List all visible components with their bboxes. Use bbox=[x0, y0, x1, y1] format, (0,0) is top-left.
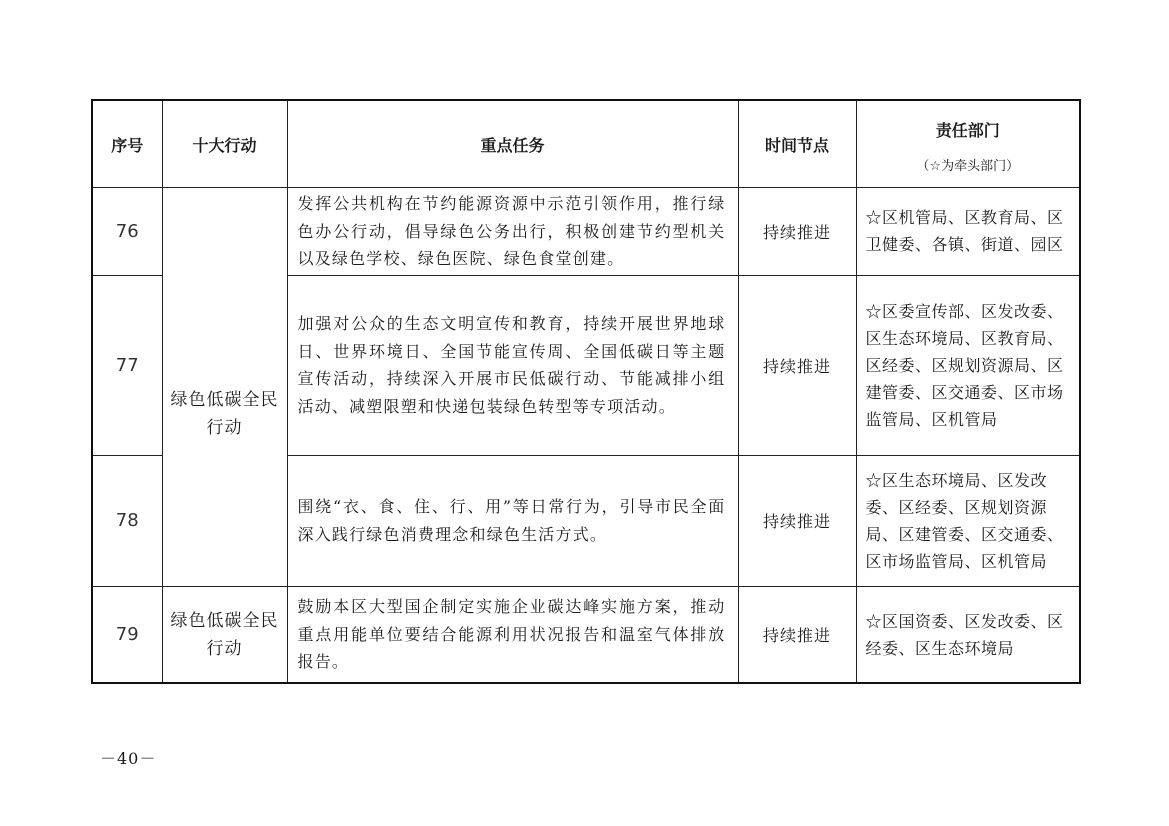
row-index: 78 bbox=[92, 455, 162, 586]
action-label: 绿色低碳全民行动 bbox=[170, 610, 279, 659]
time-cell: 持续推进 bbox=[738, 188, 856, 276]
table-header-row bbox=[92, 100, 1080, 188]
action-cell bbox=[162, 586, 287, 683]
time-cell: 持续推进 bbox=[738, 455, 856, 586]
department-cell: ☆区国资委、区发改委、区经委、区生态环境局 bbox=[856, 586, 1080, 683]
row-index: 79 bbox=[92, 586, 162, 683]
header-index: 序号 bbox=[92, 100, 162, 188]
header-time: 时间节点 bbox=[738, 100, 856, 188]
task-cell: 加强对公众的生态文明宣传和教育，持续开展世界地球日、世界环境日、全国节能宣传周、全国低碳日等主题宣传活动，持续深入开展市民低碳行动、节能减排小组活动、减塑限塑和快递包装绿色转型等专项活动。 bbox=[287, 275, 738, 455]
department-cell: ☆区机管局、区教育局、区卫健委、各镇、街道、园区 bbox=[856, 188, 1080, 276]
action-cell bbox=[162, 188, 287, 587]
header-department-note: （☆为牵头部门） bbox=[916, 159, 1020, 174]
table-row bbox=[92, 586, 1080, 683]
department-cell: ☆区委宣传部、区发改委、区生态环境局、区教育局、区经委、区规划资源局、区建管委、区交通委、区市场监管局、区机管局 bbox=[856, 275, 1080, 455]
task-table bbox=[91, 99, 1081, 684]
task-cell: 围绕“衣、食、住、行、用”等日常行为，引导市民全面深入践行绿色消费理念和绿色生活方式。 bbox=[287, 455, 738, 586]
task-cell: 鼓励本区大型国企制定实施企业碳达峰实施方案，推动重点用能单位要结合能源利用状况报告和温室气体排放报告。 bbox=[287, 586, 738, 683]
task-cell: 发挥公共机构在节约能源资源中示范引领作用，推行绿色办公行动，倡导绿色公务出行，积极创建节约型机关以及绿色学校、绿色医院、绿色食堂创建。 bbox=[287, 188, 738, 276]
action-label: 绿色低碳全民行动 bbox=[170, 390, 279, 438]
page-number: －40－ bbox=[100, 749, 157, 768]
header-department bbox=[856, 100, 1080, 188]
table-row bbox=[92, 188, 1080, 276]
time-cell: 持续推进 bbox=[738, 275, 856, 455]
time-cell: 持续推进 bbox=[738, 586, 856, 683]
row-index: 77 bbox=[92, 275, 162, 455]
header-action: 十大行动 bbox=[162, 100, 287, 188]
header-task: 重点任务 bbox=[287, 100, 738, 188]
header-department-label: 责任部门 bbox=[935, 121, 1000, 140]
row-index: 76 bbox=[92, 188, 162, 276]
department-cell: ☆区生态环境局、区发改委、区经委、区规划资源局、区建管委、区交通委、区市场监管局、区机管局 bbox=[856, 455, 1080, 586]
